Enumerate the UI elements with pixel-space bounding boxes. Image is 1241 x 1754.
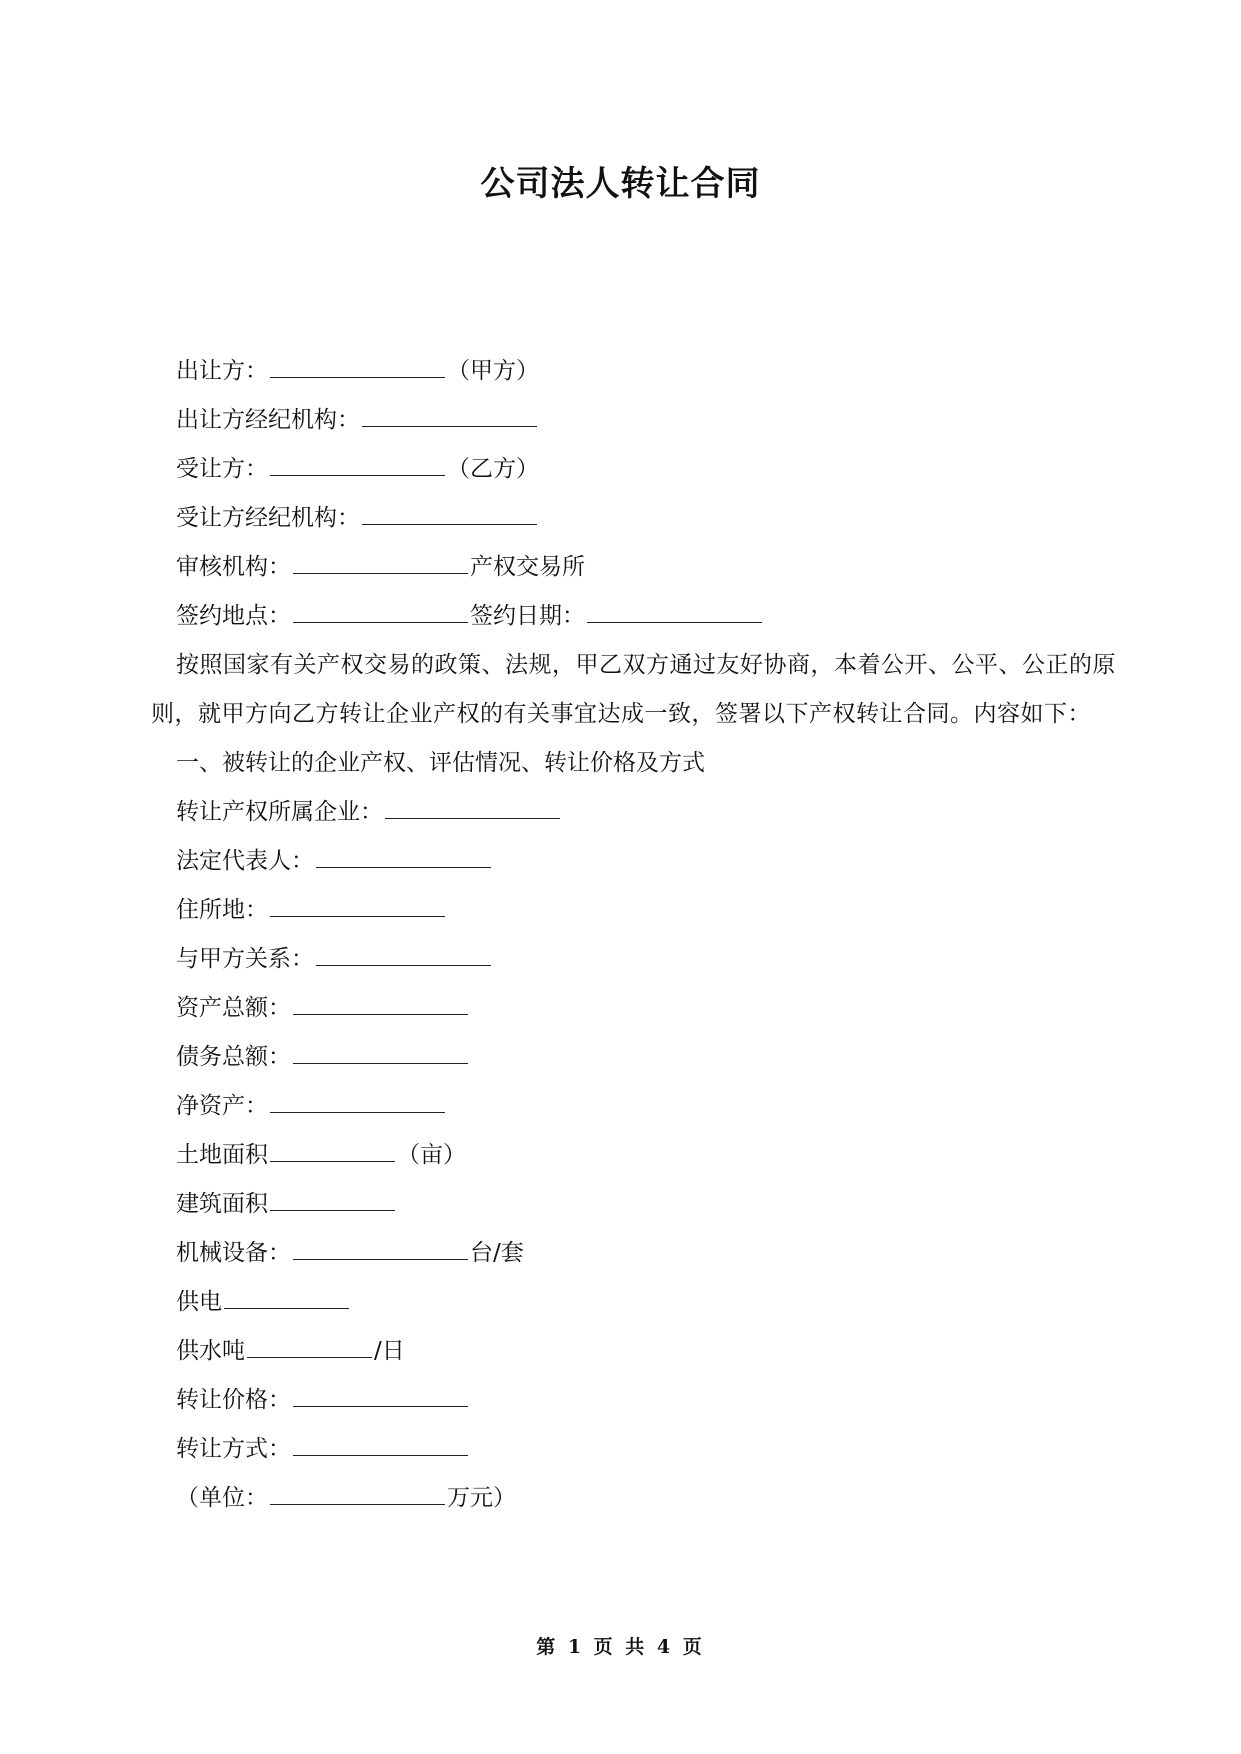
- machinery-line: [151, 1229, 1121, 1278]
- net-assets-label: 净资产：: [176, 1093, 268, 1119]
- method-line: [151, 1425, 1121, 1474]
- assets-line: [151, 984, 1121, 1033]
- transferee-line: [151, 445, 1121, 494]
- water-line: [151, 1327, 1121, 1376]
- transferor-broker-label: 出让方经纪机构：: [176, 407, 360, 433]
- machinery-unit: 台/套: [470, 1240, 524, 1266]
- auditor-suffix: 产权交易所: [470, 554, 585, 580]
- unit-line: [151, 1474, 1121, 1523]
- transferor-blank[interactable]: [270, 347, 445, 378]
- transferor-line: [151, 347, 1121, 396]
- sign-date-blank[interactable]: [587, 592, 762, 623]
- transferor-broker-blank[interactable]: [362, 396, 537, 427]
- transferee-broker-blank[interactable]: [362, 494, 537, 525]
- enterprise-blank[interactable]: [385, 788, 560, 819]
- transferor-label: 出让方：: [176, 358, 268, 384]
- price-label: 转让价格：: [176, 1387, 291, 1413]
- building-area-line: [151, 1180, 1121, 1229]
- contract-body: [151, 347, 1121, 1523]
- debts-blank[interactable]: [293, 1033, 468, 1064]
- building-area-label: 建筑面积: [176, 1191, 268, 1217]
- relation-blank[interactable]: [316, 935, 491, 966]
- address-line: [151, 886, 1121, 935]
- legal-rep-line: [151, 837, 1121, 886]
- legal-rep-label: 法定代表人：: [176, 848, 314, 874]
- method-blank[interactable]: [293, 1425, 468, 1456]
- unit-suffix: 万元）: [447, 1485, 516, 1511]
- transferor-broker-line: [151, 396, 1121, 445]
- land-area-blank[interactable]: [270, 1131, 395, 1162]
- transferor-suffix: （甲方）: [447, 358, 539, 384]
- debts-line: [151, 1033, 1121, 1082]
- document-title: 公司法人转让合同: [480, 164, 761, 204]
- transferee-broker-line: [151, 494, 1121, 543]
- auditor-line: [151, 543, 1121, 592]
- auditor-label: 审核机构：: [176, 554, 291, 580]
- power-blank[interactable]: [224, 1278, 349, 1309]
- sign-date-label: 签约日期：: [470, 603, 585, 629]
- power-line: [151, 1278, 1121, 1327]
- transferee-broker-label: 受让方经纪机构：: [176, 505, 360, 531]
- machinery-label: 机械设备：: [176, 1240, 291, 1266]
- net-assets-blank[interactable]: [270, 1082, 445, 1113]
- assets-label: 资产总额：: [176, 995, 291, 1021]
- enterprise-line: [151, 788, 1121, 837]
- land-area-line: [151, 1131, 1121, 1180]
- water-unit: /日: [374, 1338, 405, 1364]
- page-footer: 第 1 页 共 4 页: [536, 1636, 705, 1658]
- water-label: 供水吨: [176, 1338, 245, 1364]
- address-blank[interactable]: [270, 886, 445, 917]
- address-label: 住所地：: [176, 897, 268, 923]
- method-label: 转让方式：: [176, 1436, 291, 1462]
- transferee-blank[interactable]: [270, 445, 445, 476]
- land-area-unit: （亩）: [397, 1142, 466, 1168]
- assets-blank[interactable]: [293, 984, 468, 1015]
- section-1-heading: 一、被转让的企业产权、评估情况、转让价格及方式: [176, 750, 705, 776]
- unit-blank[interactable]: [270, 1474, 445, 1505]
- relation-label: 与甲方关系：: [176, 946, 314, 972]
- price-line: [151, 1376, 1121, 1425]
- intro-paragraph: 按照国家有关产权交易的政策、法规，甲乙双方通过友好协商，本着公开、公平、公正的原则，就甲方向乙方转让企业产权的有关事宜达成一致，签署以下产权转让合同。内容如下：: [151, 652, 1116, 727]
- sign-place-label: 签约地点：: [176, 603, 291, 629]
- net-assets-line: [151, 1082, 1121, 1131]
- land-area-label: 土地面积: [176, 1142, 268, 1168]
- power-label: 供电: [176, 1289, 222, 1315]
- machinery-blank[interactable]: [293, 1229, 468, 1260]
- price-blank[interactable]: [293, 1376, 468, 1407]
- transferee-suffix: （乙方）: [447, 456, 539, 482]
- water-blank[interactable]: [247, 1327, 372, 1358]
- unit-prefix: （单位：: [176, 1485, 268, 1511]
- sign-place-blank[interactable]: [293, 592, 468, 623]
- sign-line: [151, 592, 1121, 641]
- legal-rep-blank[interactable]: [316, 837, 491, 868]
- transferee-label: 受让方：: [176, 456, 268, 482]
- building-area-blank[interactable]: [270, 1180, 395, 1211]
- debts-label: 债务总额：: [176, 1044, 291, 1070]
- relation-line: [151, 935, 1121, 984]
- auditor-blank[interactable]: [293, 543, 468, 574]
- enterprise-label: 转让产权所属企业：: [176, 799, 383, 825]
